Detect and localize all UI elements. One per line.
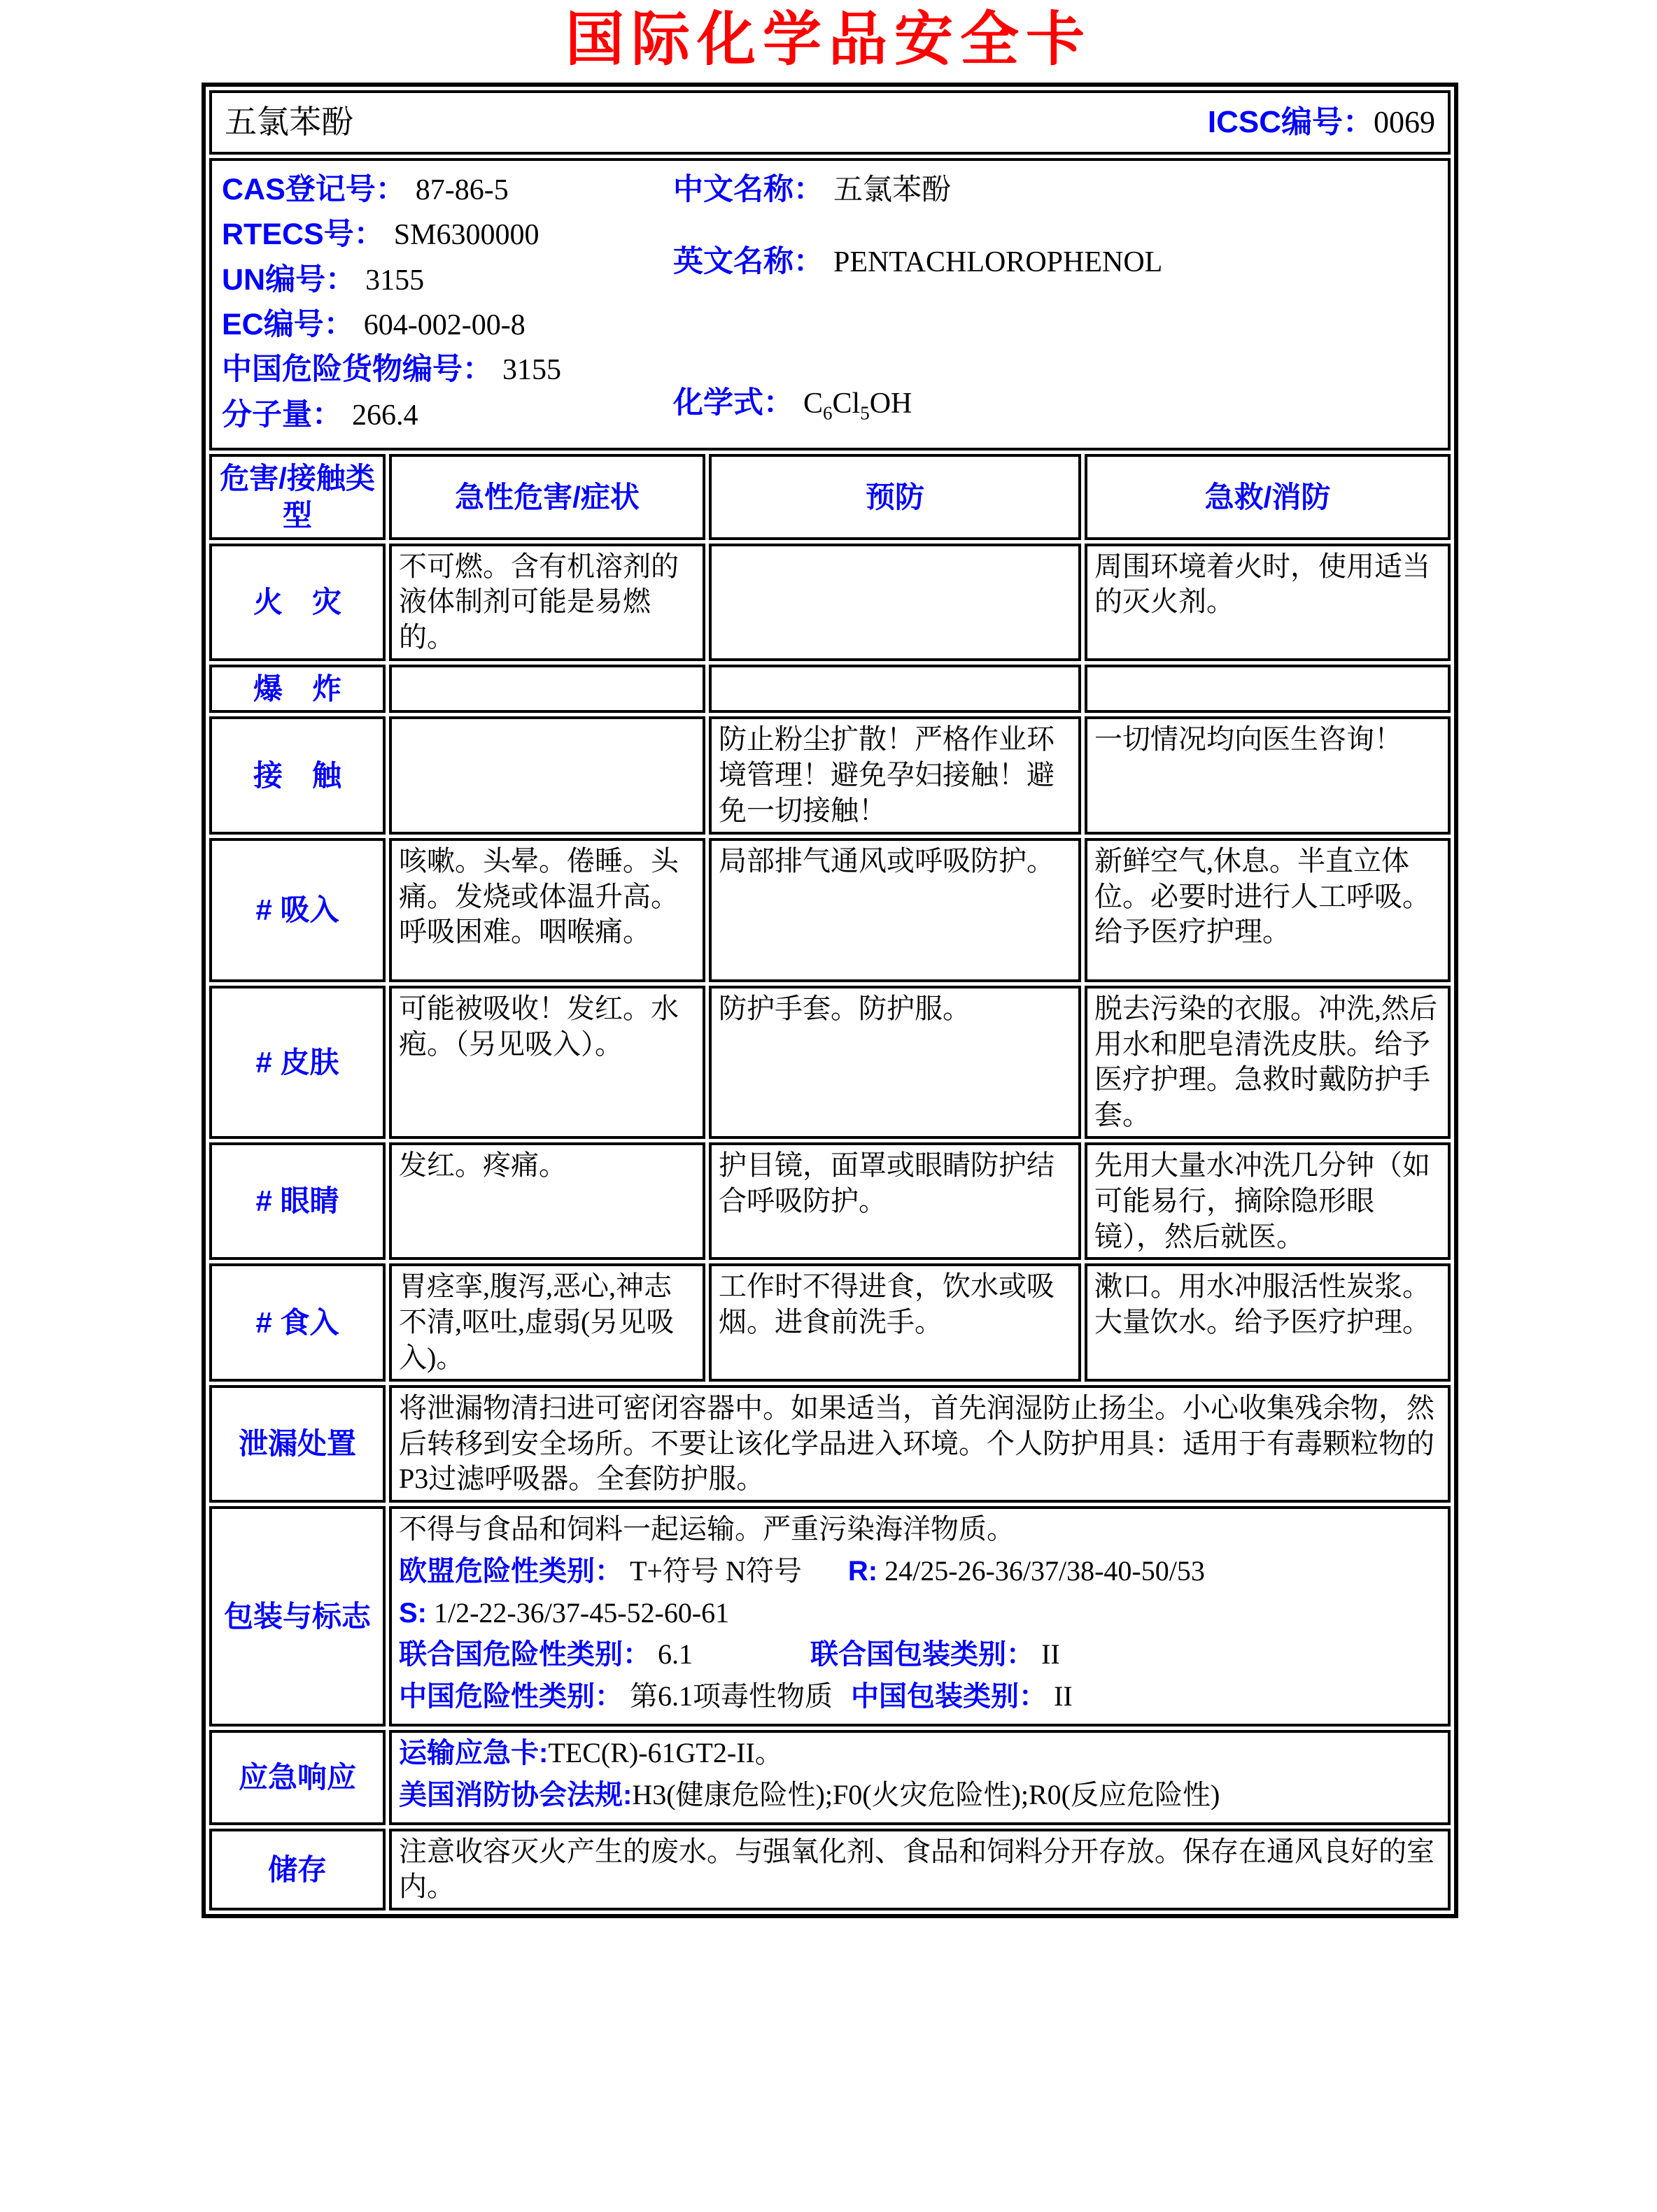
cn-pack-group-value: II bbox=[1054, 1680, 1073, 1713]
section-label: 包装与标志 bbox=[209, 1506, 386, 1727]
prevention-cell bbox=[709, 665, 1081, 713]
cn-class-line bbox=[399, 1679, 1441, 1715]
ec-number-field bbox=[222, 306, 673, 344]
cas-number-value: 87-86-5 bbox=[415, 174, 509, 206]
eu-hazard-class-label: 欧盟危险性类别： bbox=[399, 1555, 623, 1587]
un-pack-group-value: II bbox=[1041, 1638, 1060, 1671]
card-header-row bbox=[209, 90, 1451, 155]
hazard-row-label: 爆 炸 bbox=[209, 665, 386, 713]
rtecs-number-label: RTECS号： bbox=[222, 218, 384, 252]
identification-row bbox=[209, 158, 1451, 451]
hazard-row-exposure bbox=[209, 716, 1451, 834]
china-dg-number-label: 中国危险货物编号： bbox=[222, 353, 493, 387]
hazard-row-label: 火 灾 bbox=[209, 544, 386, 661]
transport-emergency-card-line bbox=[399, 1736, 1441, 1771]
first-aid-cell: 先用大量水冲洗几分钟（如可能易行，摘除隐形眼镜），然后就医。 bbox=[1085, 1142, 1451, 1260]
china-dg-number-value: 3155 bbox=[502, 354, 561, 387]
cas-number-label: CAS登记号： bbox=[222, 173, 406, 206]
transport-note: 不得与食品和饲料一起运输。严重污染海洋物质。 bbox=[399, 1513, 1015, 1545]
hazard-row-explosion bbox=[209, 665, 1451, 713]
icsc-number bbox=[1208, 103, 1435, 142]
prevention-cell bbox=[709, 544, 1081, 661]
page-title: 国际化学品安全卡 bbox=[565, 6, 1092, 72]
transport-emergency-card-label: 运输应急卡: bbox=[399, 1738, 549, 1769]
prevention-cell: 局部排气通风或呼吸防护。 bbox=[709, 838, 1081, 982]
hazard-row-fire bbox=[209, 544, 1451, 661]
symptoms-cell: 发红。疼痛。 bbox=[389, 1142, 705, 1260]
transport-emergency-card-value: TEC(R)-61GT2-II。 bbox=[548, 1737, 783, 1769]
prevention-cell: 工作时不得进食，饮水或吸烟。进食前洗手。 bbox=[709, 1263, 1081, 1381]
column-header-prevention: 预防 bbox=[709, 454, 1081, 540]
formula-part: Cl bbox=[832, 387, 861, 420]
ec-number-value: 604-002-00-8 bbox=[363, 309, 526, 341]
packaging-labelling-content bbox=[389, 1506, 1451, 1727]
hazard-table-header-row bbox=[209, 454, 1451, 540]
cas-number-field bbox=[222, 171, 673, 209]
first-aid-cell: 脱去污染的衣服。冲洗,然后用水和肥皂清洗皮肤。给予医疗护理。急救时戴防护手套。 bbox=[1085, 986, 1451, 1139]
hazard-row-label: 接 触 bbox=[209, 716, 386, 834]
english-name-value: PENTACHLOROPHENOL bbox=[833, 246, 1163, 279]
s-phrases-value: 1/2-22-36/37-45-52-60-61 bbox=[434, 1596, 730, 1629]
section-label: 储存 bbox=[209, 1829, 386, 1911]
section-label: 泄漏处置 bbox=[209, 1385, 386, 1503]
identification-right-column bbox=[673, 171, 1439, 441]
formula-subscript: 6 bbox=[823, 402, 833, 424]
icsc-card-table bbox=[202, 83, 1458, 1918]
un-hazard-class-value: 6.1 bbox=[658, 1638, 693, 1671]
hazard-row-label: # 眼睛 bbox=[209, 1142, 386, 1260]
first-aid-cell: 漱口。用水冲服活性炭浆。大量饮水。给予医疗护理。 bbox=[1085, 1263, 1451, 1381]
molecular-weight-field bbox=[222, 396, 673, 434]
cn-hazard-class-value: 第6.1项毒性物质 bbox=[630, 1680, 833, 1713]
emergency-response-content bbox=[389, 1730, 1451, 1825]
eu-hazard-class-value: T+符号 N符号 bbox=[630, 1554, 802, 1587]
spill-disposal-text: 将泄漏物清扫进可密闭容器中。如果适当，首先润湿防止扬尘。小心收集残余物，然后转移到安全场所。不要让该化学品进入环境。个人防护用具：适用于有毒颗粒物的P3过滤呼吸器。全套防护服。 bbox=[389, 1385, 1451, 1503]
chinese-name-label: 中文名称： bbox=[673, 173, 824, 206]
s-phrases-line bbox=[399, 1596, 1441, 1631]
r-phrases-label: R: bbox=[847, 1555, 878, 1587]
english-name-field bbox=[673, 243, 1439, 281]
prevention-cell: 防止粉尘扩散！严格作业环境管理！避免孕妇接触！避免一切接触！ bbox=[709, 716, 1081, 834]
ec-number-label: EC编号： bbox=[222, 307, 354, 341]
column-header-first-aid: 急救/消防 bbox=[1085, 454, 1451, 540]
section-packaging-labelling bbox=[209, 1506, 1451, 1727]
eu-hazard-class-line bbox=[399, 1554, 1441, 1589]
hazard-row-label: # 吸入 bbox=[209, 838, 386, 982]
un-number-field bbox=[222, 261, 673, 299]
identification-left-column bbox=[222, 171, 673, 441]
chemical-formula-label: 化学式： bbox=[673, 385, 794, 420]
first-aid-cell: 周围环境着火时，使用适当的灭火剂。 bbox=[1085, 544, 1451, 661]
column-header-acute-hazards: 急性危害/症状 bbox=[389, 454, 705, 540]
hazard-row-ingestion bbox=[209, 1263, 1451, 1381]
formula-part: OH bbox=[869, 387, 912, 420]
formula-part: C bbox=[803, 387, 824, 420]
nfpa-code-label: 美国消防协会法规: bbox=[399, 1779, 633, 1810]
cn-hazard-class-label: 中国危险性类别： bbox=[399, 1681, 623, 1713]
symptoms-cell: 可能被吸收！发红。水疱。（另见吸入）。 bbox=[389, 986, 705, 1139]
prevention-cell: 护目镜，面罩或眼睛防护结合呼吸防护。 bbox=[709, 1142, 1081, 1260]
un-class-line bbox=[399, 1637, 1441, 1673]
r-phrases-value: 24/25-26-36/37/38-40-50/53 bbox=[884, 1554, 1205, 1587]
hazard-row-eyes bbox=[209, 1142, 1451, 1260]
symptoms-cell: 胃痉挛,腹泻,恶心,神志不清,呕吐,虚弱(另见吸入)。 bbox=[389, 1263, 705, 1381]
chemical-name: 五氯苯酚 bbox=[225, 104, 353, 140]
un-number-label: UN编号： bbox=[222, 262, 356, 297]
identification-cell bbox=[209, 158, 1451, 451]
prevention-cell: 防护手套。防护服。 bbox=[709, 986, 1081, 1139]
symptoms-cell bbox=[389, 716, 705, 834]
chinese-name-field bbox=[673, 171, 1439, 209]
first-aid-cell: 一切情况均向医生咨询！ bbox=[1085, 716, 1451, 834]
storage-text: 注意收容灭火产生的废水。与强氧化剂、食品和饲料分开存放。保存在通风良好的室内。 bbox=[389, 1829, 1451, 1911]
icsc-number-value: 0069 bbox=[1374, 105, 1435, 140]
section-label: 应急响应 bbox=[209, 1730, 386, 1825]
hazard-row-label: # 皮肤 bbox=[209, 986, 386, 1139]
section-storage bbox=[209, 1829, 1451, 1911]
nfpa-code-line bbox=[399, 1778, 1441, 1813]
symptoms-cell: 不可燃。含有机溶剂的液体制剂可能是易燃的。 bbox=[389, 544, 705, 661]
molecular-weight-label: 分子量： bbox=[222, 397, 342, 432]
chemical-formula-field bbox=[673, 384, 1439, 425]
symptoms-cell bbox=[389, 665, 705, 713]
symptoms-cell: 咳嗽。头晕。倦睡。头痛。发烧或体温升高。呼吸困难。咽喉痛。 bbox=[389, 838, 705, 982]
s-phrases-label: S: bbox=[399, 1597, 427, 1629]
hazard-row-inhalation bbox=[209, 838, 1451, 982]
formula-subscript: 5 bbox=[860, 402, 870, 424]
english-name-label: 英文名称： bbox=[673, 245, 824, 279]
chemical-formula-value bbox=[803, 387, 912, 424]
un-pack-group-label: 联合国包装类别： bbox=[810, 1639, 1034, 1671]
rtecs-number-field bbox=[222, 215, 673, 254]
card-header-cell bbox=[209, 90, 1451, 155]
hazard-row-skin bbox=[209, 986, 1451, 1139]
molecular-weight-value: 266.4 bbox=[352, 399, 418, 432]
un-hazard-class-label: 联合国危险性类别： bbox=[399, 1639, 651, 1671]
rtecs-number-value: SM6300000 bbox=[393, 219, 540, 252]
nfpa-code-value: H3(健康危险性);F0(火灾危险性);R0(反应危险性) bbox=[632, 1778, 1220, 1810]
cn-pack-group-label: 中国包装类别： bbox=[851, 1681, 1047, 1713]
china-dg-number-field bbox=[222, 350, 673, 389]
first-aid-cell: 新鲜空气,休息。半直立体位。必要时进行人工呼吸。给予医疗护理。 bbox=[1085, 838, 1451, 982]
section-spill-disposal bbox=[209, 1385, 1451, 1503]
chinese-name-value: 五氯苯酚 bbox=[833, 174, 952, 206]
column-header-hazard-type: 危害/接触类型 bbox=[209, 454, 386, 540]
un-number-value: 3155 bbox=[365, 264, 425, 297]
section-emergency-response bbox=[209, 1730, 1451, 1825]
hazard-row-label: # 食入 bbox=[209, 1263, 386, 1381]
first-aid-cell bbox=[1085, 665, 1451, 713]
icsc-number-label: ICSC编号： bbox=[1207, 105, 1374, 140]
